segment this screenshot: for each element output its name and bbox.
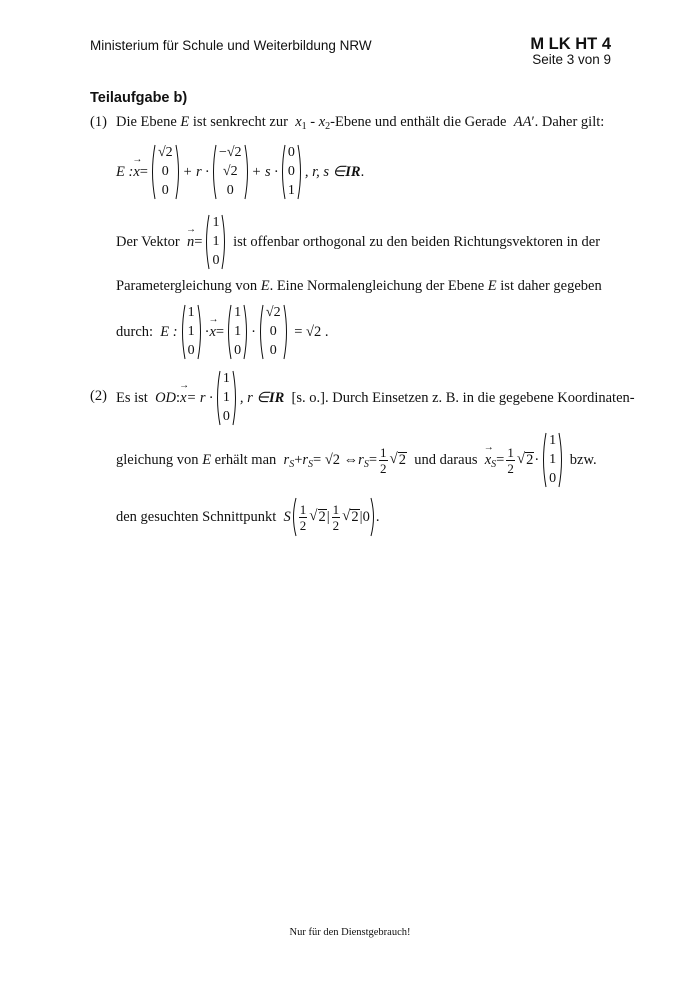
intersection-vector: 1 1 0 bbox=[541, 432, 564, 488]
item-number-2: (2) bbox=[90, 388, 107, 404]
ministry-name: Ministerium für Schule und Weiterbildung NRW bbox=[90, 38, 372, 53]
normal-vector: 1 1 0 bbox=[204, 214, 227, 270]
vector-support: √2 0 0 bbox=[150, 144, 181, 200]
vector-direction-2: 0 0 1 bbox=[280, 144, 303, 200]
part1-intro: Die Ebene E ist senkrecht zur x 1 - x 2 -Ebene und enthält die Gerade AA ′ . Daher gilt: bbox=[116, 114, 605, 132]
intersection-derivation: gleichung von E erhält man r S + r S = √2 ⇔ r S = $\frac{1}{2}$ √ 2 und daraus → x S = $\frac{1}{2}$ √ 2 · 1 1 0 bzw. bbox=[116, 432, 597, 488]
subtask-title: Teilaufgabe b) bbox=[90, 90, 188, 106]
parameter-line: Parametergleichung von E. Eine Normalengleichung der Ebene E ist daher gegeben bbox=[116, 278, 602, 294]
od-direction-vector: 1 1 0 bbox=[215, 370, 238, 426]
item-number-1: (1) bbox=[90, 114, 107, 130]
normal-eq-vector-c: √2 0 0 bbox=[258, 304, 289, 360]
exam-code: M LK HT 4 bbox=[530, 35, 611, 53]
normal-equation: durch: E : 1 1 0 · → x = 1 1 0 · √2 0 0 = √2 . bbox=[116, 304, 329, 360]
page-number: Seite 3 von 9 bbox=[532, 52, 611, 67]
normal-eq-vector-a: 1 1 0 bbox=[180, 304, 203, 360]
plane-parametric-equation: E : → x = √2 0 0 + r · −√2 √2 0 + s · 0 0 1 , r, s ∈ IR . bbox=[116, 144, 364, 200]
footer-note: Nur für den Dienstgebrauch! bbox=[289, 927, 411, 938]
normal-eq-vector-b: 1 1 0 bbox=[226, 304, 249, 360]
line-od-equation: Es ist OD : → x = r · 1 1 0 , r ∈ IR [s. o.]. Durch Einsetzen z. B. in die gegebene Koordinaten- bbox=[116, 370, 635, 426]
intersection-point: den gesuchten Schnittpunkt S $\frac{1}{2}$ √ 2 | $\frac{1}{2}$ √ 2 | 0 . bbox=[116, 497, 379, 537]
vector-direction-1: −√2 √2 0 bbox=[211, 144, 250, 200]
normal-vector-line: Der Vektor → n = 1 1 0 ist offenbar orthogonal zu den beiden Richtungsvektoren in der bbox=[116, 214, 600, 270]
